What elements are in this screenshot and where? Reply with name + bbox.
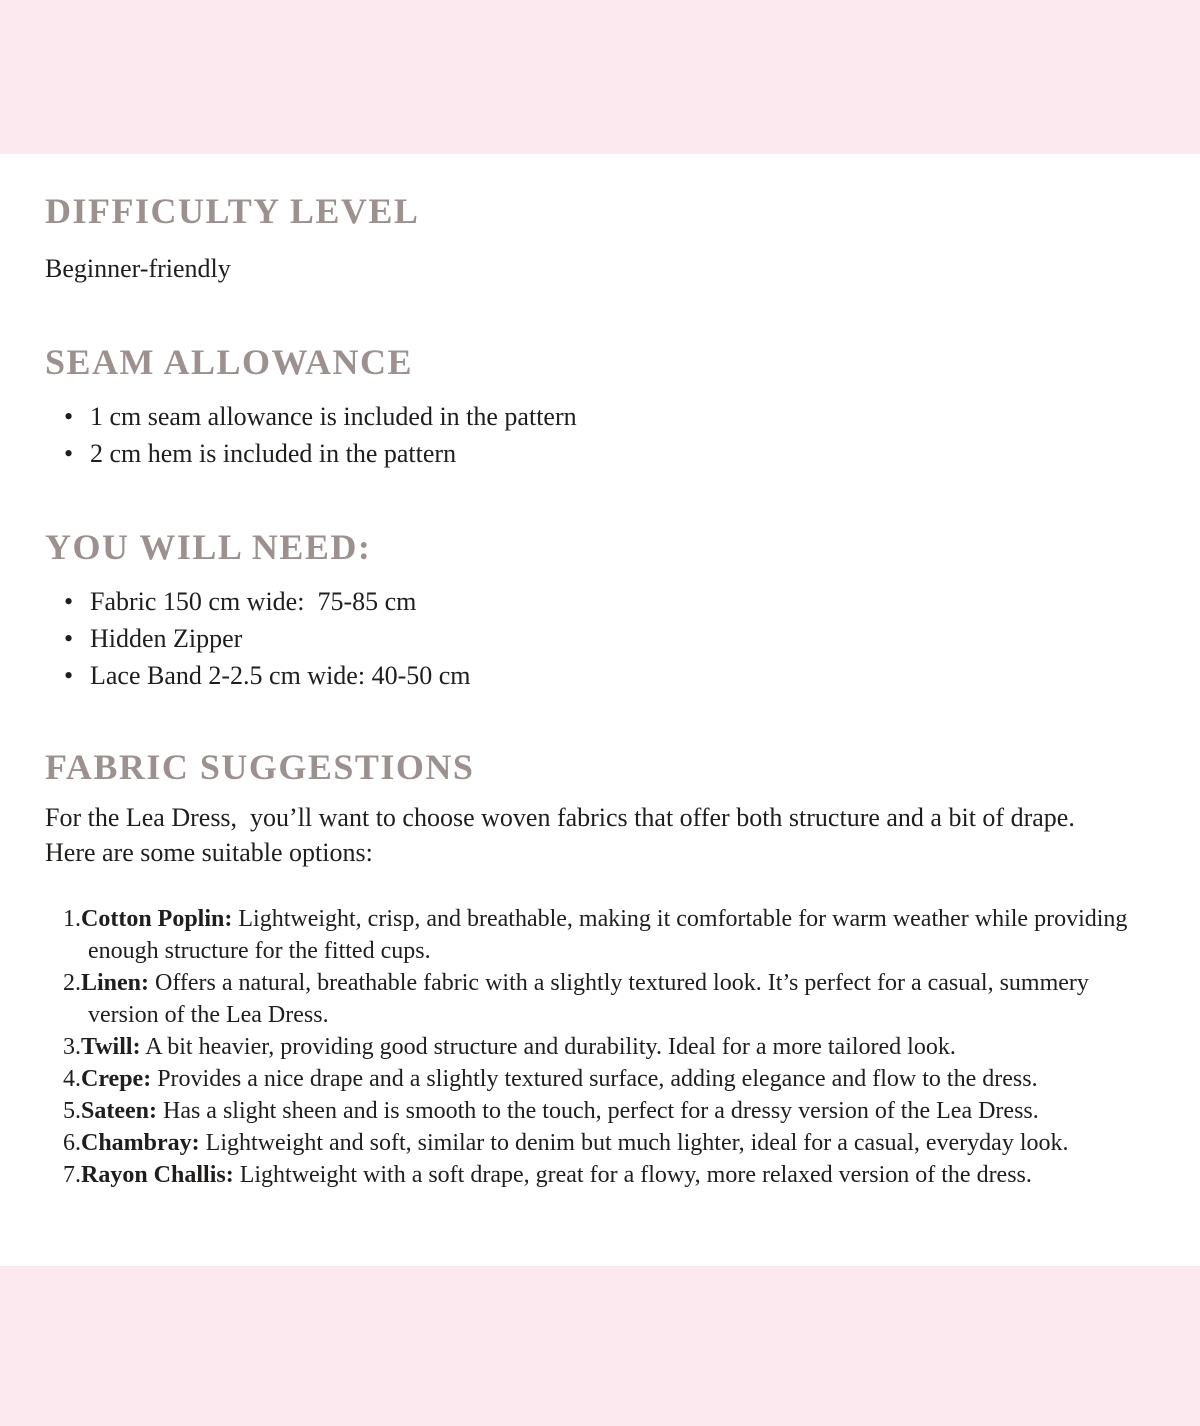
fabric-name: Rayon Challis: (81, 1162, 234, 1188)
fabric-name: Sateen: (81, 1098, 157, 1124)
item-number: 7. (63, 1162, 81, 1188)
list-item (45, 1095, 1160, 1127)
fabric-suggestions-heading: FABRIC SUGGESTIONS (45, 747, 475, 787)
item-number: 2. (63, 970, 81, 996)
list-item (45, 967, 1160, 1031)
list-item (45, 1031, 1160, 1063)
list-item: • Fabric 150 cm wide: 75-85 cm (45, 583, 1115, 620)
fabric-description: Lightweight and soft, similar to denim but much lighter, ideal for a casual, everyday look. (205, 1130, 1069, 1156)
seam-allowance-list (45, 398, 1115, 472)
fabric-description: Has a slight sheen and is smooth to the touch, perfect for a dressy version of the Lea Dress. (162, 1098, 1039, 1124)
fabric-description: A bit heavier, providing good structure and durability. Ideal for a more tailored look. (145, 1034, 956, 1060)
fabric-suggestions-intro: For the Lea Dress, you’ll want to choose woven fabrics that offer both structure and a bit of drape. Here are some suitable options: (45, 803, 1082, 867)
difficulty-level-heading: DIFFICULTY LEVEL (45, 191, 420, 231)
fabric-description: Provides a nice drape and a slightly textured surface, adding elegance and flow to the dress. (157, 1066, 1038, 1092)
item-number: 6. (63, 1130, 81, 1156)
difficulty-level-value: Beginner-friendly (45, 254, 231, 283)
list-item (45, 1063, 1160, 1095)
item-number: 3. (63, 1034, 81, 1060)
seam-allowance-heading: SEAM ALLOWANCE (45, 342, 414, 382)
list-item (45, 903, 1160, 967)
list-item: • 1 cm seam allowance is included in the pattern (45, 398, 1115, 435)
fabric-description: Offers a natural, breathable fabric with a slightly textured look. It’s perfect for a casual, summery version of the Lea Dress. (88, 970, 1089, 1028)
fabric-description: Lightweight with a soft drape, great for a flowy, more relaxed version of the dress. (239, 1162, 1032, 1188)
list-item: • Hidden Zipper (45, 620, 1115, 657)
fabric-name: Linen: (81, 970, 150, 996)
list-item: • 2 cm hem is included in the pattern (45, 435, 1115, 472)
you-will-need-list (45, 583, 1115, 694)
item-number: 5. (63, 1098, 81, 1124)
list-item (45, 1159, 1160, 1191)
fabric-name: Twill: (81, 1034, 141, 1060)
item-number: 4. (63, 1066, 81, 1092)
list-item: • Lace Band 2-2.5 cm wide: 40-50 cm (45, 657, 1115, 694)
list-item (45, 1127, 1160, 1159)
page-content (45, 0, 1160, 1426)
fabric-name: Crepe: (81, 1066, 152, 1092)
item-number: 1. (63, 906, 81, 932)
you-will-need-heading: YOU WILL NEED: (45, 527, 372, 567)
fabric-suggestions-list (45, 903, 1160, 1191)
fabric-name: Cotton Poplin: (81, 906, 233, 932)
fabric-description: Lightweight, crisp, and breathable, making it comfortable for warm weather while providing enough structure for the fitted cups. (88, 906, 1128, 964)
fabric-name: Chambray: (81, 1130, 200, 1156)
